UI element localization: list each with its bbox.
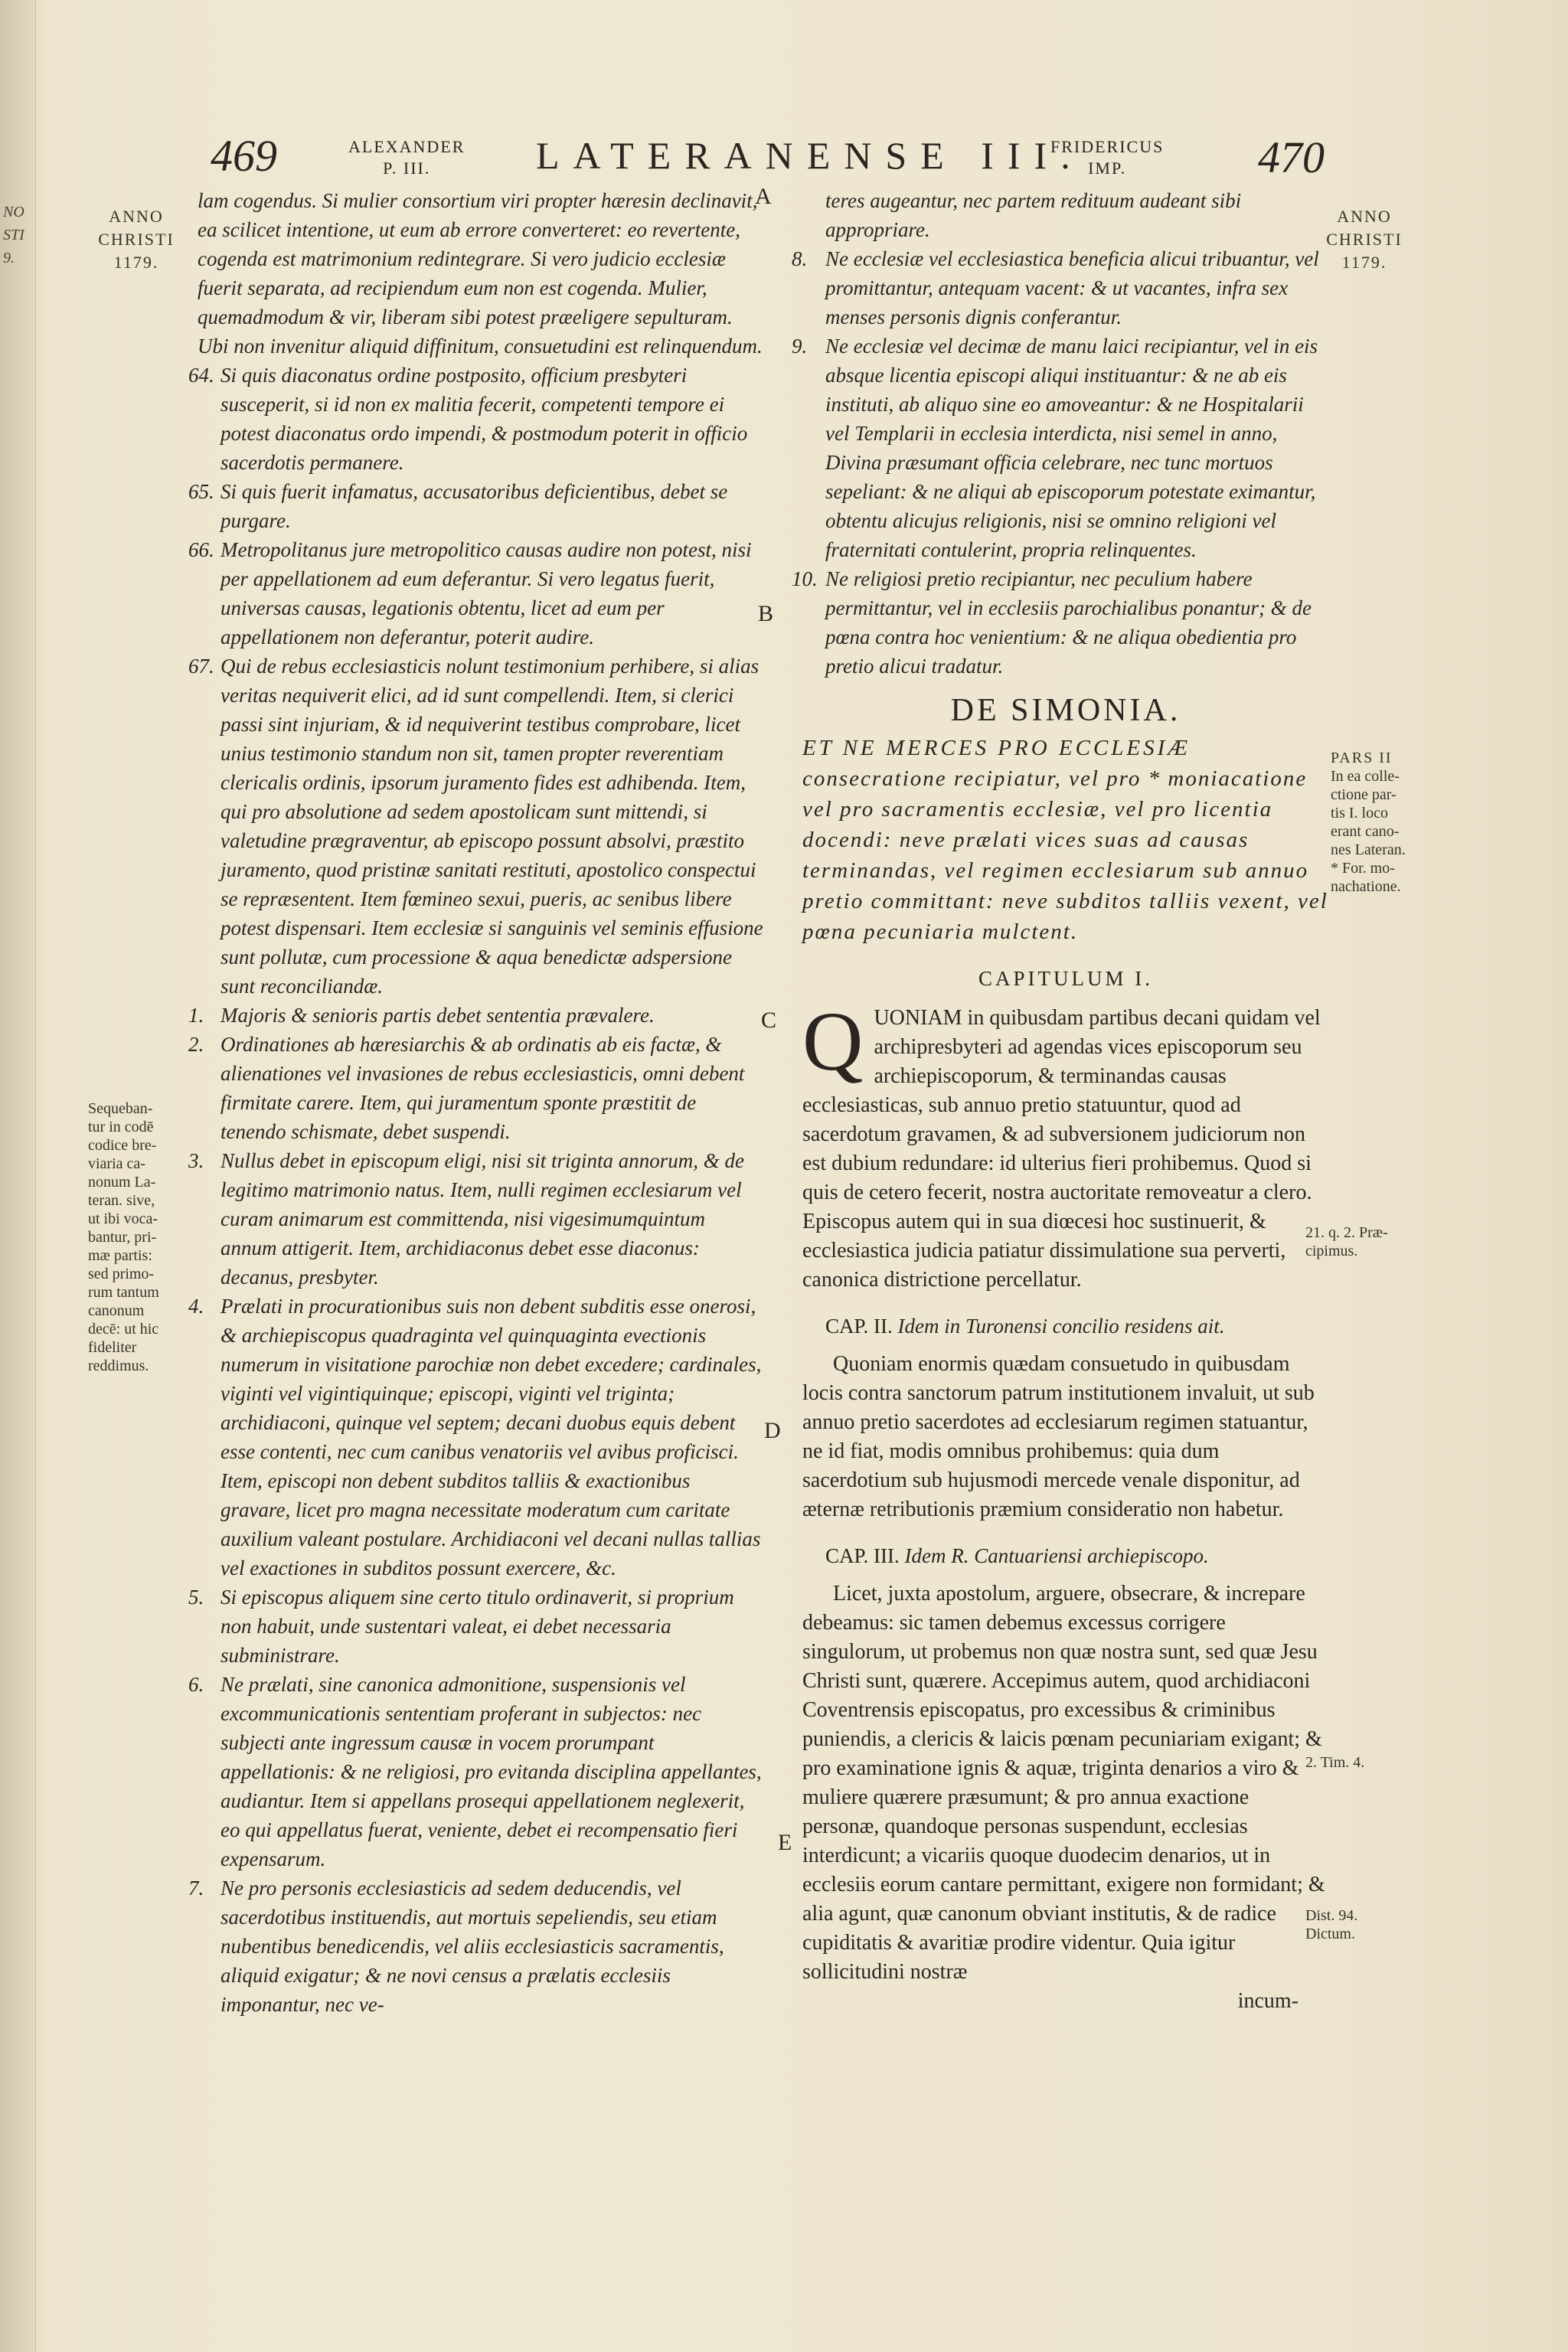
canon-number: 3.: [188, 1149, 204, 1172]
catchword: incum-: [1237, 1989, 1298, 2013]
chapter-1-title: CAPITULUM I.: [978, 967, 1153, 990]
left-column: [188, 186, 764, 2019]
header-pope: ALEXANDER P. III.: [348, 137, 466, 178]
chapter-3-text: Licet, juxta apostolum, arguere, obsecrare, & increpare debeamus: sic tamen debemus excessus corrigere singulorum, ut probemus non quæ nostra sunt, sed quæ Jesu Christi sunt, quærere. Accepimus autem, quod archidiaconi Coventrensis episcopatus, pro excessibus & criminibus puniendis, a clericis & laicis pœnam pecuniariam exigant; & pro examinatione ignis & aquæ, triginta denarios a viro & muliere quærere præsumunt; & pro annua exactione personæ, quandoque personas suspendunt, ecclesias interdicunt; a vicariis quoque duodecim denarios, ut in ecclesiis eorum cantare permittant, exigere non formidant; & alia agunt, quæ canonum obviant institutis, & de radice cupiditatis & avaritiæ prodire videntur. Quia igitur sollicitudini nostræ: [802, 1582, 1325, 1984]
margin-ref-timothy: 2. Tim. 4.: [1305, 1754, 1365, 1771]
section-letter-c: C: [761, 1008, 777, 1033]
canon-text: Ordinationes ab hæresiarchis & ab ordinatis ab eis factæ, & alienationes vel invasiones de rebus ecclesiasticis, omni debent firmitate carere. Item, qui juramentum sponte præstitit de tenendo schismate, debet suspendi.: [220, 1033, 745, 1143]
chapter-3-label: CAP. III.: [825, 1544, 900, 1567]
section-title: DE SIMONIA.: [950, 693, 1181, 728]
canon-text: Majoris & senioris partis debet sententia prævalere.: [220, 1004, 655, 1027]
canon-number: 8.: [792, 247, 808, 270]
right-column: [792, 186, 1329, 2016]
continued-text: teres augeantur, nec partem redituum audeant sibi appropriare.: [825, 189, 1242, 241]
canon-10: [792, 564, 1329, 681]
edge-fragment: NO STI 9.: [3, 204, 24, 266]
section-letter-b: B: [758, 601, 774, 626]
previous-page-edge: [0, 0, 36, 2352]
header-emperor: FRIDERICUS IMP.: [1050, 137, 1165, 178]
section-rubric: [802, 733, 1329, 947]
canon-number: 9.: [792, 335, 808, 358]
canon-number: 1.: [188, 1004, 204, 1027]
page-number-right: 470: [1258, 132, 1325, 182]
chapter-1-body: UONIAM in quibusdam partibus decani quidam vel archipresbyteri ad agendas vices episcoporum seu archiepiscoporum, & terminandas causas ecclesiasticas, sub annuo pretio statuuntur, quod ad sacerdotum gravamen, & ad subversionem judiciorum non est dubium redundare: id ulterius fieri prohibemus. Quod si quis de cetero fecerit, nostra auctoritate removeatur a clero. Episcopus autem qui in sua diœcesi hoc sustinuerit, & ecclesiastica judicia patiatur dissimulatione sua perverti, canonica districtione percellatur.: [802, 1006, 1321, 1292]
chapter-2-heading: [802, 1312, 1329, 1341]
continued-text: lam cogendus. Si mulier consortium viri propter hæresin declinavit, ea scilicet intentione, ut eum ab errore converteret: eo revertente, cogenda est matrimonium redintegrare. Si vero judicio ecclesiæ fuerit separata, ad recipiendum eum non est cogenda. Mulier, quemadmodum & vir, liberam sibi potest præeligere sepulturam. Ubi non invenitur aliquid diffinitum, consuetudini est relinquendum.: [198, 189, 763, 358]
canon-67: [188, 652, 764, 1001]
canon-text: Ne ecclesiæ vel decimæ de manu laici recipiantur, vel in eis absque licentia episcopi aliqui instituantur: & ne ab eis instituti, ab aliquo sine eo amoveantur: & ne Hospitalarii vel Templarii in ecclesia interdicta, nisi semel in anno, Divina præsumant officia celebrare, nec tunc mortuos sepeliant: & ne aliqui ab episcoporum potestate eximantur, obtentu alicujus religionis, nisi se omnino religioni vel fraternitati contulerint, propria relinquentes.: [825, 335, 1318, 561]
canon-number: 66.: [188, 538, 214, 561]
canon-number: 7.: [188, 1877, 204, 1900]
canon-text: Qui de rebus ecclesiasticis nolunt testimonium perhibere, si alias veritas nequiverit elici, ad id sunt compellendi. Item, si clerici passi sint injuriam, & id nequiverint testibus comprobare, licet unius testimonio standum non sit, tamen propter reverentiam clericalis ordinis, ipsorum juramento fides est adhibenda. Item, qui pro absolutione ad sedem apostolicam sunt mittendi, si valetudine prægraventur, ab episcopo possunt absolvi, præstito juramento, quod pristinæ sanitati restituti, apostolico conspectui se repræsentent. Item fœmineo sexui, pueris, ac senibus libere potest dispensari. Item ecclesiæ si sanguinis vel seminis effusione sunt pollutæ, cum processione & aqua benedictæ adspersione sunt reconciliandæ.: [220, 655, 763, 998]
canon-number: 67.: [188, 655, 214, 678]
canon-text: Si quis fuerit infamatus, accusatoribus deficientibus, debet se purgare.: [220, 480, 728, 532]
section-letter-d: D: [764, 1418, 781, 1443]
chapter-2-label: CAP. II.: [825, 1315, 893, 1338]
canon-66: [188, 535, 764, 652]
canon-8: [792, 244, 1329, 332]
chapter-2-rubric: Idem in Turonensi concilio residens ait.: [897, 1315, 1225, 1338]
canon-text: Ne pro personis ecclesiasticis ad sedem deducendis, vel sacerdotibus instituendis, aut mortuis sepeliendis, seu etiam nubentibus benedicendis, vel aliis ecclesiasticis sacramentis, aliquid exigatur; & ne novi census a prælatis ecclesiis imponantur, nec ve-: [220, 1877, 724, 2016]
canon-text: Ne prælati, sine canonica admonitione, suspensionis vel excommunicationis sententiam proferant in subjectos: nec subjecti ante ingressum causæ in vocem prorumpant appellationis: & ne religiosi, pro evitanda disciplina appellantes, audiantur. Item si appellans prosequi appellationem neglexerit, eo qui appellatus fuerat, veniente, debet ei recompensatio fieri expensarum.: [220, 1673, 762, 1870]
canon-65: [188, 477, 764, 535]
canon-text: Prælati in procurationibus suis non debent subditis esse onerosi, & archiepiscopus quadraginta vel quinquaginta evectionis numerum in visitatione parochiæ non debet excedere; cardinales, viginti vel vigintiquinque; episcopi, viginti vel triginta; archidiaconi, quinque vel septem; decani duobus equis debent esse contenti, nec cum canibus venatoriis vel avibus proficisci. Item, episcopi non debent subditos talliis & exactionibus gravare, licet pro magna necessitate moderatum cum caritate auxilium valeant postulare. Archidiaconi vel decani nullas tallias vel exactiones in subditos possunt exercere, &c.: [220, 1295, 762, 1579]
anno-christi-right: ANNO CHRISTI 1179.: [1326, 207, 1403, 272]
canon-text: Metropolitanus jure metropolitico causas audire non potest, nisi per appellationem ad eum deferantur. Si vero legatus fuerit, universas causas, legationis obtentu, licet ad eum per appellationem non deferantur, poterit audire.: [220, 538, 752, 648]
canon-number: 2.: [188, 1033, 204, 1056]
canon-4: [188, 1292, 764, 1583]
canon-3: [188, 1146, 764, 1292]
page-number-left: 469: [211, 131, 277, 181]
margin-note-sequebantur: Sequeban- tur in codē codice bre- viaria ca- nonum La- teran. sive, ut ibi voca- bantur, pri- mæ partis: sed primo- rum tantum canonum decē: ut hic fideliter reddimus.: [88, 1100, 159, 1374]
canon-number: 6.: [188, 1673, 204, 1696]
rubric-lead: ET NE MERCES PRO ECCLESIÆ: [802, 736, 1191, 760]
canon-number: 64.: [188, 364, 214, 387]
chapter-3-rubric: Idem R. Cantuariensi archiepiscopo.: [904, 1544, 1209, 1567]
section-letter-a: A: [755, 184, 772, 209]
margin-ref-distinctio: Dist. 94. Dictum.: [1305, 1907, 1358, 1942]
chapter-2-text: Quoniam enormis quædam consuetudo in quibusdam locis contra sanctorum patrum institutionem invaluit, ut sub annuo pretio sacerdotes ad ecclesiarum regimen statuantur, ne id fiat, modis omnibus prohibemus: quia dum sacerdotium sub hujusmodi mercede venale disponitur, ad æternæ retributionis præmium consideratio non habetur.: [802, 1352, 1315, 1521]
margin-ref-causa: 21. q. 2. Præ-cipimus.: [1305, 1224, 1388, 1259]
canon-number: 10.: [792, 567, 818, 590]
canon-number: 65.: [188, 480, 214, 503]
canon-text: Ne religiosi pretio recipiantur, nec peculium habere permittantur, vel in ecclesiis parochialibus ponantur; & de pœna contra hoc venientium: & ne aliqua obedientia pro pretio alicui tradatur.: [825, 567, 1312, 678]
canon-text: Si quis diaconatus ordine postposito, officium presbyteri susceperit, si id non ex malitia fecerit, competenti tempore ei potest diaconatus ordo impendi, & postmodum poterit in officio sacerdotis permanere.: [220, 364, 748, 474]
margin-note-pars: PARS II In ea colle- ctione par- tis I. loco erant cano- nes Lateran. * For. mo- nachatione.: [1331, 750, 1406, 895]
canon-number: 5.: [188, 1586, 204, 1609]
canon-text: Si episcopus aliquem sine certo titulo ordinaverit, si proprium non habuit, unde sustentari valeat, ei debet necessaria subministrare.: [220, 1586, 734, 1667]
canon-64: [188, 361, 764, 477]
canon-1: [188, 1001, 764, 1030]
canon-9: [792, 332, 1329, 564]
canon-6: [188, 1670, 764, 1873]
canon-5: [188, 1583, 764, 1670]
drop-capital: Q: [802, 995, 864, 1088]
section-letter-e: E: [778, 1830, 792, 1855]
canon-2: [188, 1030, 764, 1146]
running-header: [0, 130, 1568, 191]
header-title: LATERANENSE III.: [536, 134, 1084, 177]
canon-number: 4.: [188, 1295, 204, 1318]
canon-text: Nullus debet in episcopum eligi, nisi sit triginta annorum, & de legitimo matrimonio natus. Item, nulli regimen ecclesiarum vel curam animarum est committenda, nisi vigesimumquintum annum attigerit. Item, archidiaconus debet esse diaconus: decanus, presbyter.: [220, 1149, 744, 1289]
chapter-1-text: [802, 995, 1329, 1295]
anno-christi-left: ANNO CHRISTI 1179.: [98, 207, 175, 272]
canon-text: Ne ecclesiæ vel ecclesiastica beneficia alicui tribuantur, vel promittantur, antequam vacent: & ut vacantes, infra sex menses personis dignis conferantur.: [825, 247, 1319, 328]
rubric-rest: consecratione recipiatur, vel pro * moniacatione vel pro sacramentis ecclesiæ, vel pro licentia docendi: neve prælati vices suas ad causas terminandas, vel regimen ecclesiarum sub annuo pretio committant: neve subditos talliis vexent, vel pœna pecuniaria mulctent.: [802, 766, 1328, 944]
canon-7: [188, 1873, 764, 2019]
chapter-3-heading: [802, 1541, 1329, 1570]
